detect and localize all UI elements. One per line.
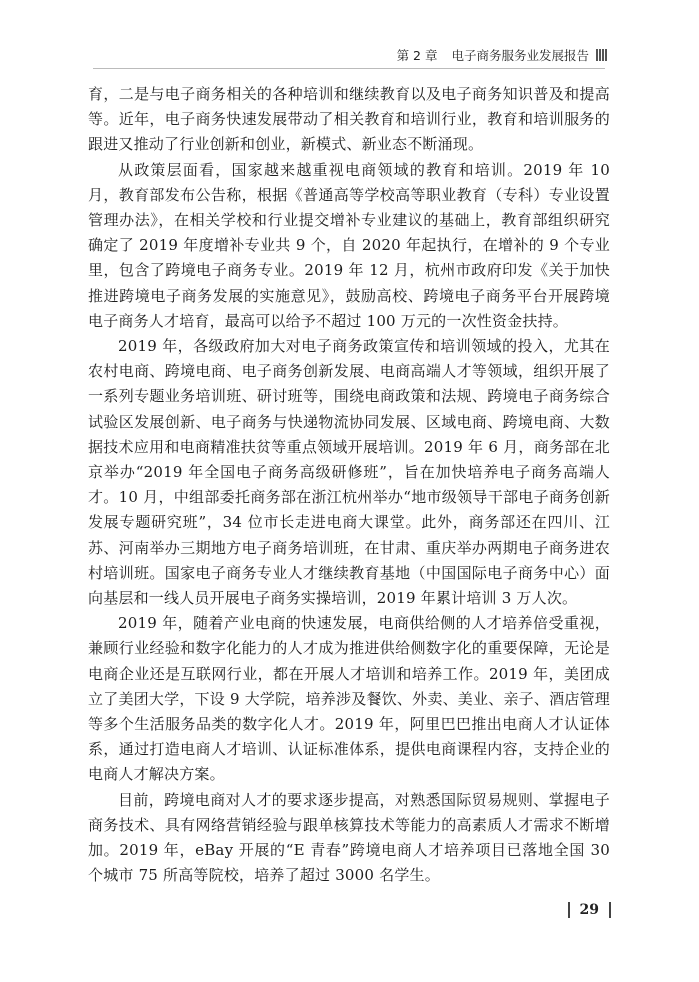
- page-number: 29: [579, 902, 599, 918]
- chapter-label: 第 2 章: [396, 48, 438, 63]
- running-header: [397, 46, 607, 64]
- paragraph: 从政策层面看，国家越来越重视电商领域的教育和培训。2019 年 10 月，教育部发布公告称，根据《普通高等学校高等职业教育（专科）专业设置管理办法》，在相关学校和行业提交增补专业建议的基础上，教育部组织研究确定了 2019 年度增补专业共 9 个，自 2020 年起执行，在增补的 9 个专业里，包含了跨境电子商务专业。2019 年 12 月，杭州市政府印发《关于加快推进跨境电子商务发展的实施意见》，鼓励高校、跨境电子商务平台开展跨境电子商务人才培育，最高可以给予不超过 100 万元的一次性资金扶持。: [88, 160, 610, 330]
- header-rule: [93, 68, 605, 69]
- footer-bar-right-icon: [609, 902, 611, 918]
- paragraph: 育，二是与电子商务相关的各种培训和继续教育以及电子商务知识普及和提高等。近年，电子商务快速发展带动了相关教育和培训行业，教育和培训服务的跟进又推动了行业创新和创业，新模式、新业态不断涌现。: [88, 85, 610, 154]
- body-text: [88, 82, 610, 889]
- chapter-title: 电子商务服务业发展报告: [451, 48, 589, 63]
- paragraph: 2019 年，各级政府加大对电子商务政策宣传和培训领域的投入，尤其在农村电商、跨境电商、电子商务创新发展、电商高端人才等领域，组织开展了一系列专题业务培训班、研讨班等，围绕电商政策和法规、跨境电子商务综合试验区发展创新、电子商务与快递物流协同发展、区域电商、跨境电商、大数据技术应用和电商精准扶贫等重点领域开展培训。2019 年 6 月，商务部在北京举办“2019 年全国电子商务高级研修班”，旨在加快培养电子商务高端人才。10 月，中组部委托商务部在浙江杭州举办“地市级领导干部电子商务创新发展专题研究班”，34 位市长走进电商大课堂。此外，商务部还在四川、江苏、河南举办三期地方电子商务培训班，在甘肃、重庆举办两期电子商务进农村培训班。国家电子商务专业人才继续教育基地（中国国际电子商务中心）面向基层和一线人员开展电子商务实操培训，2019 年累计培训 3 万人次。: [88, 337, 610, 608]
- paragraph: 2019 年，随着产业电商的快速发展，电商供给侧的人才培养倍受重视，兼顾行业经验和数字化能力的人才成为推进供给侧数字化的重要保障，无论是电商企业还是互联网行业，都在开展人才培训和培养工作。2019 年，美团成立了美团大学，下设 9 大学院，培养涉及餐饮、外卖、美业、亲子、酒店管理等多个生活服务品类的数字化人才。2019 年，阿里巴巴推出电商人才认证体系，通过打造电商人才培训、认证标准体系，提供电商课程内容，支持企业的电商人才解决方案。: [88, 614, 610, 784]
- paragraph: 目前，跨境电商对人才的要求逐步提高，对熟悉国际贸易规则、掌握电子商务技术、具有网络营销经验与跟单核算技术等能力的高素质人才需求不断增加。2019 年，eBay 开展的“E 青春”跨境电商人才培养项目已落地全国 30 个城市 75 所高等院校，培养了超过 3000 名学生。: [88, 790, 610, 885]
- page-footer: [568, 902, 611, 918]
- header-bars-icon: [595, 49, 607, 61]
- footer-bar-left-icon: [568, 902, 570, 918]
